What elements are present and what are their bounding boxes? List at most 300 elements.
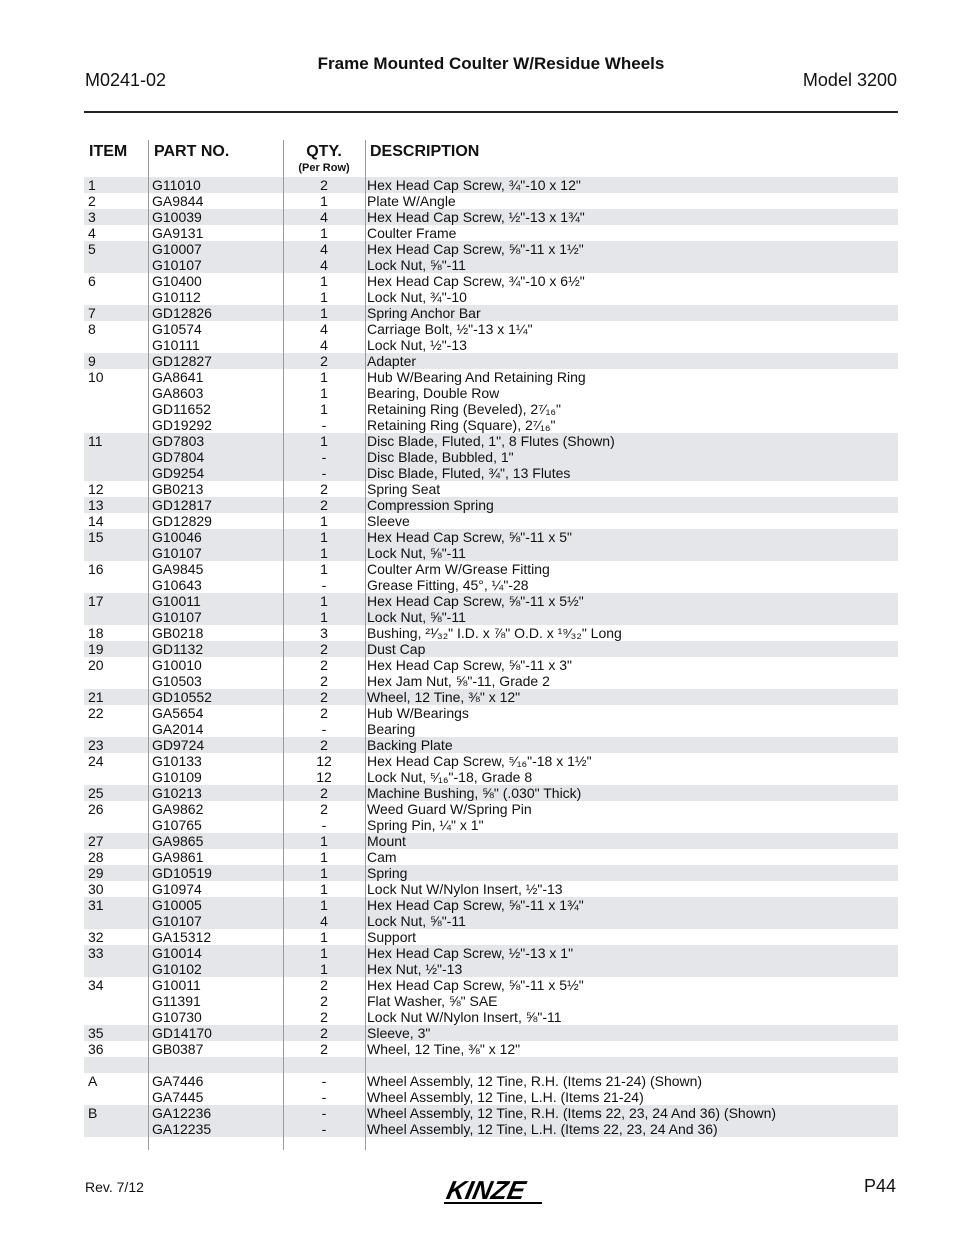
- quantity: 1: [320, 881, 328, 897]
- page-title: Frame Mounted Coulter W/Residue Wheels: [317, 54, 665, 73]
- table-row: [84, 753, 898, 785]
- table-line: [84, 609, 898, 625]
- description: Hex Head Cap Screw, ⅝"-11 x 5": [367, 529, 572, 545]
- quantity: 1: [320, 225, 328, 241]
- part-number: GD12826: [152, 305, 212, 321]
- description: Lock Nut, ⅝"-11: [367, 545, 466, 561]
- quantity: 2: [320, 641, 328, 657]
- quantity: 1: [320, 897, 328, 913]
- item-number: 13: [88, 497, 104, 513]
- quantity: 2: [320, 785, 328, 801]
- description: Sleeve: [367, 513, 410, 529]
- logo-text: KINZE: [444, 1175, 529, 1205]
- table-line: [84, 769, 898, 785]
- description: Hex Head Cap Screw, ½"-13 x 1": [367, 945, 574, 961]
- quantity: 2: [320, 993, 328, 1009]
- quantity: 2: [320, 705, 328, 721]
- table-line: [84, 961, 898, 977]
- quantity: 2: [320, 801, 328, 817]
- description: Hub W/Bearings: [367, 705, 469, 721]
- item-number: 19: [88, 641, 104, 657]
- column-header-desc: DESCRIPTION: [370, 143, 480, 160]
- part-number: GA8641: [152, 369, 204, 385]
- description: Hex Head Cap Screw, ¾"-10 x 6½": [367, 273, 585, 289]
- item-number: 6: [88, 273, 96, 289]
- description: Lock Nut, ¾"-10: [367, 289, 467, 305]
- table-row: [84, 977, 898, 1025]
- table-line: [84, 257, 898, 273]
- description: Retaining Ring (Square), 2⁷⁄₁₆": [367, 417, 556, 433]
- description: Mount: [367, 833, 406, 849]
- table-line: [84, 641, 898, 657]
- description: Hex Head Cap Screw, ½"-13 x 1¾": [367, 209, 585, 225]
- quantity: -: [321, 1121, 327, 1137]
- description: Disc Blade, Fluted, ¾", 13 Flutes: [367, 465, 571, 481]
- model-label: Model 3200: [802, 70, 897, 90]
- table-row: [84, 209, 898, 225]
- table-row: [84, 625, 898, 641]
- revision-label: Rev. 7/12: [85, 1179, 144, 1195]
- description: Spring Pin, ¼" x 1": [367, 817, 484, 833]
- table-row: [84, 785, 898, 801]
- table-line: [84, 177, 898, 193]
- table-line: [84, 385, 898, 401]
- description: Plate W/Angle: [367, 193, 456, 209]
- description: Hex Head Cap Screw, ⅝"-11 x 1¾": [367, 897, 584, 913]
- description: Hex Head Cap Screw, ⅝"-11 x 5½": [367, 593, 584, 609]
- part-number: GD9724: [152, 737, 205, 753]
- table-line: [84, 1041, 898, 1057]
- quantity: 1: [320, 593, 328, 609]
- kinze-logo-icon: [430, 1172, 550, 1208]
- quantity: 4: [320, 337, 328, 353]
- item-number: 24: [88, 753, 104, 769]
- description: Retaining Ring (Beveled), 2⁷⁄₁₆": [367, 401, 561, 417]
- item-number: 28: [88, 849, 104, 865]
- part-number: GA15312: [152, 929, 212, 945]
- item-number: 26: [88, 801, 104, 817]
- quantity: 4: [320, 209, 328, 225]
- quantity: 12: [316, 769, 332, 785]
- table-row: [84, 273, 898, 305]
- part-number: GA9865: [152, 833, 204, 849]
- description: Wheel Assembly, 12 Tine, R.H. (Items 22, 23, 24 And 36) (Shown): [367, 1105, 777, 1121]
- quantity: 12: [316, 753, 332, 769]
- part-number: G10011: [152, 977, 201, 993]
- part-number: GD9254: [152, 465, 205, 481]
- quantity: 2: [320, 1041, 328, 1057]
- quantity: -: [321, 721, 327, 737]
- column-header-part: PART NO.: [154, 143, 230, 160]
- item-number: 20: [88, 657, 104, 673]
- table-line: [84, 753, 898, 769]
- part-number: GD14170: [152, 1025, 212, 1041]
- table-line: [84, 929, 898, 945]
- part-number: GD12817: [152, 497, 212, 513]
- quantity: 1: [320, 193, 328, 209]
- description: Sleeve, 3": [367, 1025, 431, 1041]
- description: Lock Nut W/Nylon Insert, ⅝"-11: [367, 1009, 562, 1025]
- table-row: [84, 833, 898, 849]
- page-number: P44: [863, 1176, 896, 1196]
- part-number: GA7445: [152, 1089, 204, 1105]
- part-number: G10039: [152, 209, 202, 225]
- quantity: 1: [320, 369, 328, 385]
- item-number: 30: [88, 881, 104, 897]
- table-line: [84, 353, 898, 369]
- part-number: G10107: [152, 609, 202, 625]
- column-header-qty-sub: (Per Row): [298, 162, 350, 174]
- item-number: 8: [88, 321, 96, 337]
- table-row: [84, 657, 898, 689]
- description: Hub W/Bearing And Retaining Ring: [367, 369, 586, 385]
- part-number: G10014: [152, 945, 202, 961]
- part-number: GA12235: [152, 1121, 212, 1137]
- item-number: 34: [88, 977, 104, 993]
- table-row: [84, 369, 898, 433]
- part-number: GB0387: [152, 1041, 204, 1057]
- item-number: 4: [88, 225, 96, 241]
- description: Bushing, ²¹⁄₃₂" I.D. x ⅞" O.D. x ¹⁹⁄₃₂" Long: [367, 625, 622, 641]
- table-line: [84, 337, 898, 353]
- description: Bearing: [367, 721, 416, 737]
- part-number: GB0213: [152, 481, 204, 497]
- quantity: 2: [320, 673, 328, 689]
- table-line: [84, 897, 898, 913]
- table-row: [84, 689, 898, 705]
- table-row: [84, 801, 898, 833]
- description: Flat Washer, ⅝" SAE: [367, 993, 498, 1009]
- item-number: 2: [88, 193, 96, 209]
- table-row: [84, 225, 898, 241]
- quantity: 2: [320, 481, 328, 497]
- part-number: G10111: [152, 337, 200, 353]
- table-line: [84, 1089, 898, 1105]
- item-number: 14: [88, 513, 104, 529]
- header-rule: [84, 111, 898, 113]
- description: Wheel, 12 Tine, ⅜" x 12": [367, 689, 521, 705]
- quantity: 2: [320, 177, 328, 193]
- table-line: [84, 465, 898, 481]
- part-number: G10133: [152, 753, 202, 769]
- table-line: [84, 945, 898, 961]
- part-number: GA9861: [152, 849, 204, 865]
- table-row: [84, 705, 898, 737]
- description: Hex Head Cap Screw, ⁵⁄₁₆"-18 x 1½": [367, 753, 592, 769]
- table-line: [84, 977, 898, 993]
- table-line: [84, 577, 898, 593]
- table-row: [84, 865, 898, 881]
- table-row: [84, 881, 898, 897]
- table-row: [84, 1041, 898, 1057]
- table-line: [84, 1009, 898, 1025]
- item-number: 12: [88, 481, 104, 497]
- table-row: [84, 1073, 898, 1105]
- description: Bearing, Double Row: [367, 385, 500, 401]
- part-number: G10213: [152, 785, 202, 801]
- item-number: 10: [88, 369, 104, 385]
- part-number: GD7803: [152, 433, 205, 449]
- table-row: [84, 593, 898, 625]
- description: Hex Head Cap Screw, ⅝"-11 x 1½": [367, 241, 584, 257]
- quantity: 1: [320, 561, 328, 577]
- description: Hex Head Cap Screw, ¾"-10 x 12": [367, 177, 581, 193]
- part-number: G10107: [152, 913, 202, 929]
- quantity: 2: [320, 657, 328, 673]
- item-number: 3: [88, 209, 96, 225]
- table-row: [84, 929, 898, 945]
- table-line: [84, 497, 898, 513]
- quantity: 2: [320, 497, 328, 513]
- quantity: -: [321, 417, 327, 433]
- part-number: GD12827: [152, 353, 212, 369]
- table-line: [84, 545, 898, 561]
- quantity: 4: [320, 241, 328, 257]
- quantity: 1: [320, 545, 328, 561]
- quantity: -: [321, 817, 327, 833]
- item-number: 29: [88, 865, 104, 881]
- description: Lock Nut, ⅝"-11: [367, 913, 466, 929]
- table-line: [84, 881, 898, 897]
- part-number: G10765: [152, 817, 202, 833]
- table-line: [84, 849, 898, 865]
- item-number: 5: [88, 241, 96, 257]
- table-row: [84, 177, 898, 193]
- part-number: GD7804: [152, 449, 205, 465]
- table-row: [84, 897, 898, 929]
- item-number: 25: [88, 785, 104, 801]
- description: Wheel, 12 Tine, ⅜" x 12": [367, 1041, 521, 1057]
- part-number: G10102: [152, 961, 202, 977]
- description: Hex Nut, ½"-13: [367, 961, 463, 977]
- quantity: -: [321, 449, 327, 465]
- table-line: [84, 529, 898, 545]
- table-row: [84, 945, 898, 977]
- part-number: G10112: [152, 289, 201, 305]
- table-row: [84, 561, 898, 593]
- table-line: [84, 193, 898, 209]
- quantity: 1: [320, 289, 328, 305]
- column-divider: [148, 140, 149, 1150]
- table-line: [84, 449, 898, 465]
- table-row: [84, 1057, 898, 1073]
- table-line: [84, 721, 898, 737]
- quantity: 1: [320, 401, 328, 417]
- description: Hex Head Cap Screw, ⅝"-11 x 3": [367, 657, 572, 673]
- table-line: [84, 817, 898, 833]
- table-row: [84, 641, 898, 657]
- doc-number: M0241-02: [85, 70, 167, 90]
- description: Coulter Arm W/Grease Fitting: [367, 561, 550, 577]
- table-line: [84, 1121, 898, 1137]
- part-number: G10007: [152, 241, 202, 257]
- table-row: [84, 497, 898, 513]
- description: Wheel Assembly, 12 Tine, L.H. (Items 22, 23, 24 And 36): [367, 1121, 718, 1137]
- item-number: 32: [88, 929, 104, 945]
- table-line: [84, 241, 898, 257]
- table-line: [84, 481, 898, 497]
- part-number: G10107: [152, 257, 202, 273]
- table-line: [84, 289, 898, 305]
- quantity: 2: [320, 689, 328, 705]
- part-number: GD12829: [152, 513, 212, 529]
- quantity: -: [321, 577, 327, 593]
- description: Spring: [367, 865, 408, 881]
- description: Disc Blade, Fluted, 1", 8 Flutes (Shown): [367, 433, 615, 449]
- quantity: 2: [320, 353, 328, 369]
- table-line: [84, 1057, 898, 1073]
- part-number: GA8603: [152, 385, 204, 401]
- description: Spring Seat: [367, 481, 441, 497]
- description: Disc Blade, Bubbled, 1": [367, 449, 514, 465]
- part-number: GD1132: [152, 641, 204, 657]
- part-number: GD10552: [152, 689, 212, 705]
- quantity: -: [321, 465, 327, 481]
- table-line: [84, 801, 898, 817]
- quantity: 1: [320, 529, 328, 545]
- table-line: [84, 913, 898, 929]
- quantity: 1: [320, 833, 328, 849]
- description: Lock Nut, ⅝"-11: [367, 257, 466, 273]
- quantity: -: [321, 1105, 327, 1121]
- description: Lock Nut W/Nylon Insert, ½"-13: [367, 881, 563, 897]
- quantity: 1: [320, 929, 328, 945]
- description: Grease Fitting, 45°, ¼"-28: [367, 577, 529, 593]
- table-line: [84, 513, 898, 529]
- item-number: 7: [88, 305, 96, 321]
- part-number: G10574: [152, 321, 202, 337]
- description: Carriage Bolt, ½"-13 x 1¼": [367, 321, 533, 337]
- part-number: G10011: [152, 593, 201, 609]
- item-number: 31: [88, 897, 104, 913]
- table-line: [84, 737, 898, 753]
- description: Adapter: [367, 353, 417, 369]
- part-number: GA7446: [152, 1073, 204, 1089]
- part-number: G10730: [152, 1009, 202, 1025]
- quantity: 2: [320, 1009, 328, 1025]
- quantity: 1: [320, 609, 328, 625]
- part-number: G10643: [152, 577, 202, 593]
- item-number: 11: [88, 433, 103, 449]
- part-number: GD19292: [152, 417, 212, 433]
- quantity: 4: [320, 257, 328, 273]
- item-number: B: [88, 1105, 98, 1121]
- description: Compression Spring: [367, 497, 494, 513]
- part-number: GD11652: [152, 401, 211, 417]
- quantity: 2: [320, 977, 328, 993]
- table-line: [84, 1073, 898, 1089]
- description: Hex Jam Nut, ⅝"-11, Grade 2: [367, 673, 550, 689]
- part-number: G10400: [152, 273, 202, 289]
- column-divider: [365, 140, 366, 1150]
- description: Machine Bushing, ⅝" (.030" Thick): [367, 785, 582, 801]
- item-number: 22: [88, 705, 104, 721]
- part-number: G10005: [152, 897, 202, 913]
- quantity: 2: [320, 737, 328, 753]
- table-line: [84, 321, 898, 337]
- table-row: [84, 305, 898, 321]
- table-line: [84, 401, 898, 417]
- table-row: [84, 513, 898, 529]
- table-row: [84, 1025, 898, 1041]
- quantity: 4: [320, 913, 328, 929]
- description: Dust Cap: [367, 641, 426, 657]
- table-line: [84, 689, 898, 705]
- table-row: [84, 353, 898, 369]
- quantity: -: [321, 1073, 327, 1089]
- description: Wheel Assembly, 12 Tine, L.H. (Items 21-24): [367, 1089, 644, 1105]
- table-line: [84, 1025, 898, 1041]
- quantity: 1: [320, 945, 328, 961]
- item-number: 23: [88, 737, 104, 753]
- table-line: [84, 657, 898, 673]
- item-number: 36: [88, 1041, 104, 1057]
- table-line: [84, 433, 898, 449]
- column-header-item: ITEM: [89, 143, 128, 160]
- table-line: [84, 209, 898, 225]
- table-line: [84, 1105, 898, 1121]
- table-row: [84, 849, 898, 865]
- description: Lock Nut, ½"-13: [367, 337, 467, 353]
- part-number: GA5654: [152, 705, 204, 721]
- table-row: [84, 481, 898, 497]
- part-number: GA9845: [152, 561, 204, 577]
- quantity: 1: [320, 513, 328, 529]
- table-row: [84, 737, 898, 753]
- quantity: 1: [320, 865, 328, 881]
- part-number: GA9131: [152, 225, 204, 241]
- table-line: [84, 593, 898, 609]
- part-number: G10010: [152, 657, 202, 673]
- table-line: [84, 625, 898, 641]
- quantity: 1: [320, 273, 328, 289]
- part-number: G11391: [152, 993, 201, 1009]
- quantity: 1: [320, 433, 328, 449]
- quantity: 1: [320, 961, 328, 977]
- table-row: [84, 321, 898, 353]
- item-number: 9: [88, 353, 96, 369]
- quantity: 4: [320, 321, 328, 337]
- part-number: G10107: [152, 545, 202, 561]
- table-row: [84, 241, 898, 273]
- table-row: [84, 433, 898, 481]
- description: Wheel Assembly, 12 Tine, R.H. (Items 21-24) (Shown): [367, 1073, 703, 1089]
- table-row: [84, 1105, 898, 1137]
- item-number: 1: [88, 177, 96, 193]
- description: Backing Plate: [367, 737, 453, 753]
- item-number: 18: [88, 625, 104, 641]
- description: Coulter Frame: [367, 225, 457, 241]
- table-line: [84, 785, 898, 801]
- item-number: 15: [88, 529, 104, 545]
- part-number: G10109: [152, 769, 202, 785]
- item-number: 21: [88, 689, 104, 705]
- table-row: [84, 193, 898, 209]
- part-number: GA9862: [152, 801, 204, 817]
- item-number: 35: [88, 1025, 104, 1041]
- parts-table: [84, 177, 898, 1137]
- description: Spring Anchor Bar: [367, 305, 481, 321]
- column-divider: [283, 140, 284, 1150]
- quantity: 1: [320, 385, 328, 401]
- description: Support: [367, 929, 417, 945]
- part-number: GA9844: [152, 193, 204, 209]
- part-number: G10046: [152, 529, 202, 545]
- quantity: 1: [320, 849, 328, 865]
- table-line: [84, 273, 898, 289]
- table-line: [84, 369, 898, 385]
- column-header-qty: QTY.: [306, 143, 342, 160]
